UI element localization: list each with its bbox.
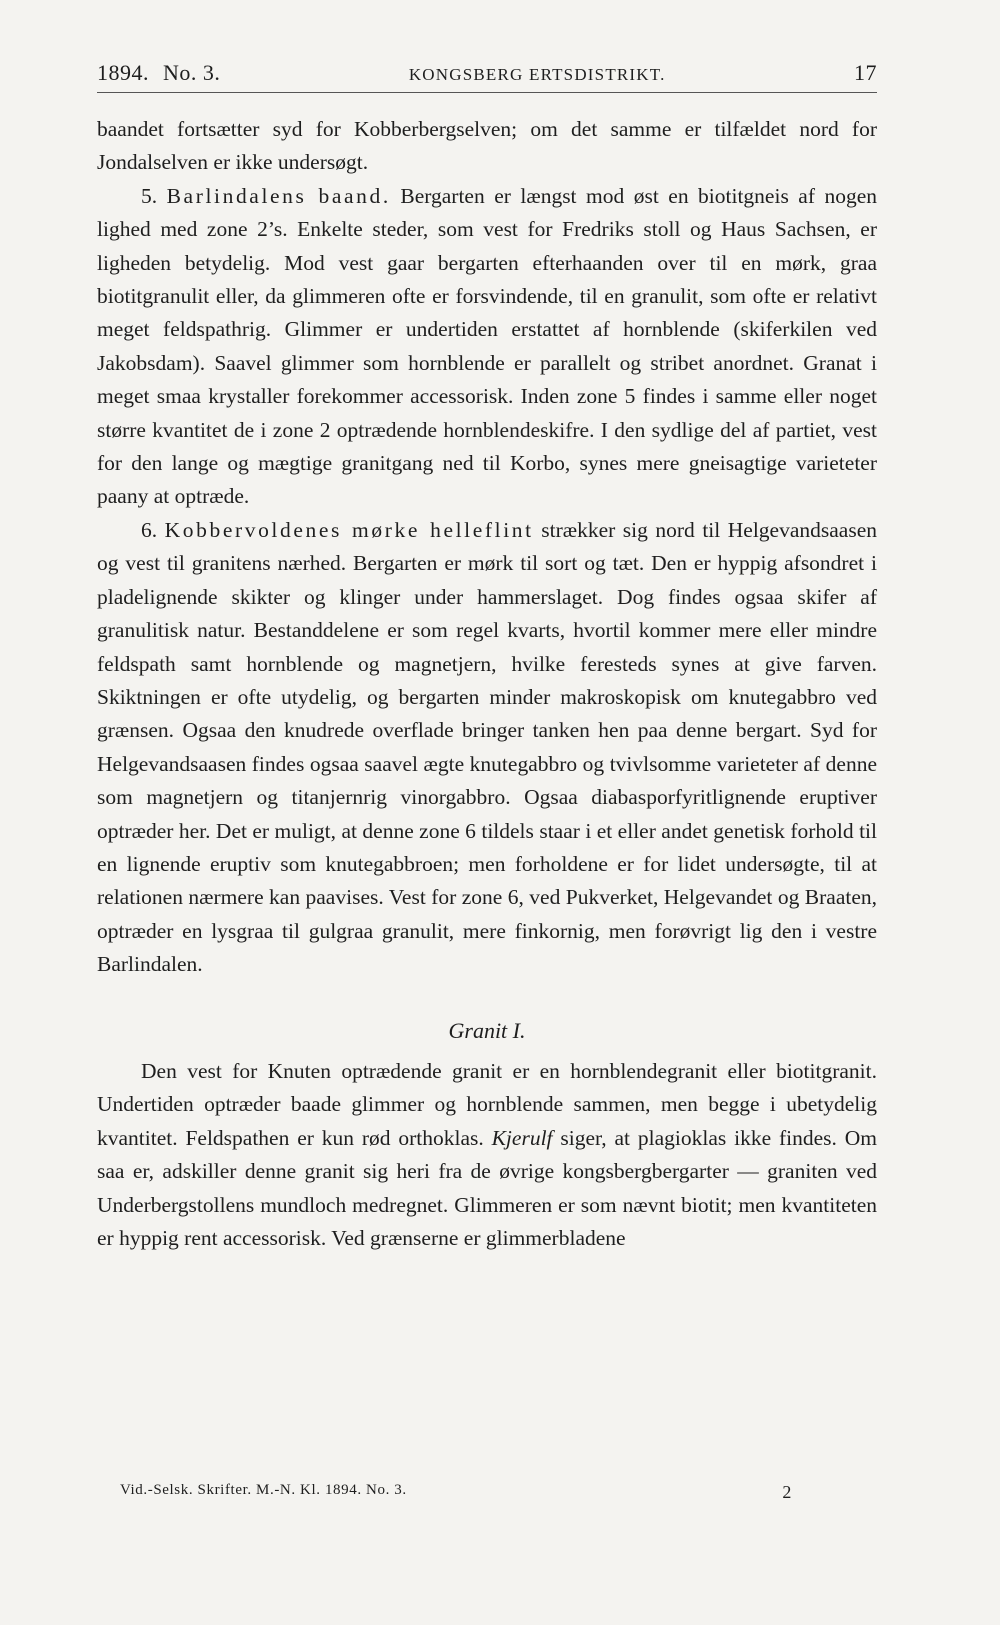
header-page-number: 17: [853, 60, 877, 85]
header-year: 1894.: [97, 60, 149, 85]
footer-signature: 2: [782, 1482, 792, 1502]
header-left: [97, 60, 220, 86]
page-footer: [120, 1482, 792, 1503]
header-title: KONGSBERG ERTSDISTRIKT.: [408, 65, 666, 84]
body-text: [97, 113, 877, 1255]
zone-5-number: 5.: [141, 183, 158, 208]
granit-text-b: siger, at plagioklas ikke findes. Om saa er, adskiller denne granit sig heri fra de øvrige kongsbergbergarter — graniten ved Underbergstollens mundloch medregnet. Glimmeren er som nævnt biotit; men kvantiteten er hyppig rent accessorisk. Ved grænserne er glimmerbladene: [97, 1125, 877, 1250]
running-header: [97, 60, 877, 93]
author-name: Kjerulf: [491, 1125, 553, 1150]
zone-6-number: 6.: [141, 517, 158, 542]
header-number: No. 3.: [163, 60, 221, 85]
zone-5-name: Barlindalens baand.: [166, 183, 391, 208]
granit-text-a: Den vest for Knuten optrædende granit er en hornblendegranit eller biotitgranit. Undertiden optræder baade glimmer og hornblende sammen, men begge i ubetydelig kvantitet. Feldspathen er kun rød orthoklas.: [97, 1058, 877, 1150]
zone-5-text: Bergarten er længst mod øst en biotitgneis af nogen lighed med zone 2’s. Enkelte steder, som vest for Fredriks stoll og Haus Sachsen, er ligheden betydelig. Mod vest gaar bergarten efterhaanden over til en mørk, graa biotitgranulit eller, da glimmeren ofte er forsvindende, til en granulit, som ofte er relativt meget feldspathrig. Glimmer er undertiden erstattet af hornblende (skiferkilen ved Jakobsdam). Saavel glimmer som hornblende er parallelt og stribet anordnet. Granat i meget smaa krystaller forekommer accessorisk. Inden zone 5 findes i samme eller noget større kvantitet de i zone 2 optrædende hornblendeskifre. I den sydlige del af partiet, vest for den lange og mægtige granitgang ned til Korbo, synes mere gneisagtige varieteter paany at optræde.: [97, 183, 878, 509]
section-title: Granit I.: [448, 1017, 526, 1043]
zone-6-name: Kobbervoldenes mørke helleflint: [164, 517, 534, 542]
footer-series: Vid.-Selsk. Skrifter. M.-N. Kl. 1894. No. 3.: [120, 1482, 407, 1498]
paragraph-zone-6: [97, 514, 877, 982]
paragraph-zone-5: [97, 180, 877, 514]
paragraph-continuation: baandet fortsætter syd for Kobberbergselven; om det samme er tilfældet nord for Jondalselven er ikke undersøgt.: [97, 117, 877, 175]
document-page: [97, 60, 877, 1255]
zone-6-text: strækker sig nord til Helgevandsaasen og vest til granitens nærhed. Bergarten er mørk til sort og tæt. Den er hyppig afsondret i pladelignende skikter og klinger under hammerslaget. Dog findes ogsaa skifer af granulitisk natur. Bestanddelene er som regel kvarts, hvortil kommer mere eller mindre feldspath samt hornblende og magnetjern, hvilke feresteds synes at give farven. Skiktningen er ofte utydelig, og bergarten minder makroskopisk om knutegabbro ved grænsen. Ogsaa den knudrede overflade bringer tanken hen paa denne bergart. Syd for Helgevandsaasen findes ogsaa saavel ægte knutegabbro og tvivlsomme varieteter af denne som magnetjern og titanjernrig vinorgabbro. Ogsaa diabasporfyritlignende eruptiver optræder her. Det er muligt, at denne zone 6 tildels staar i et eller andet genetisk forhold til en lignende eruptiv som knutegabbroen; men forholdene er for lidet undersøgte, til at relationen nærmere kan paavises. Vest for zone 6, ved Pukverket, Helgevandet og Braaten, optræder en lysgraa til gulgraa granulit, mere finkornig, men forøvrigt lig den i vestre Barlindalen.: [97, 517, 877, 977]
paragraph-granit: [97, 1055, 877, 1255]
